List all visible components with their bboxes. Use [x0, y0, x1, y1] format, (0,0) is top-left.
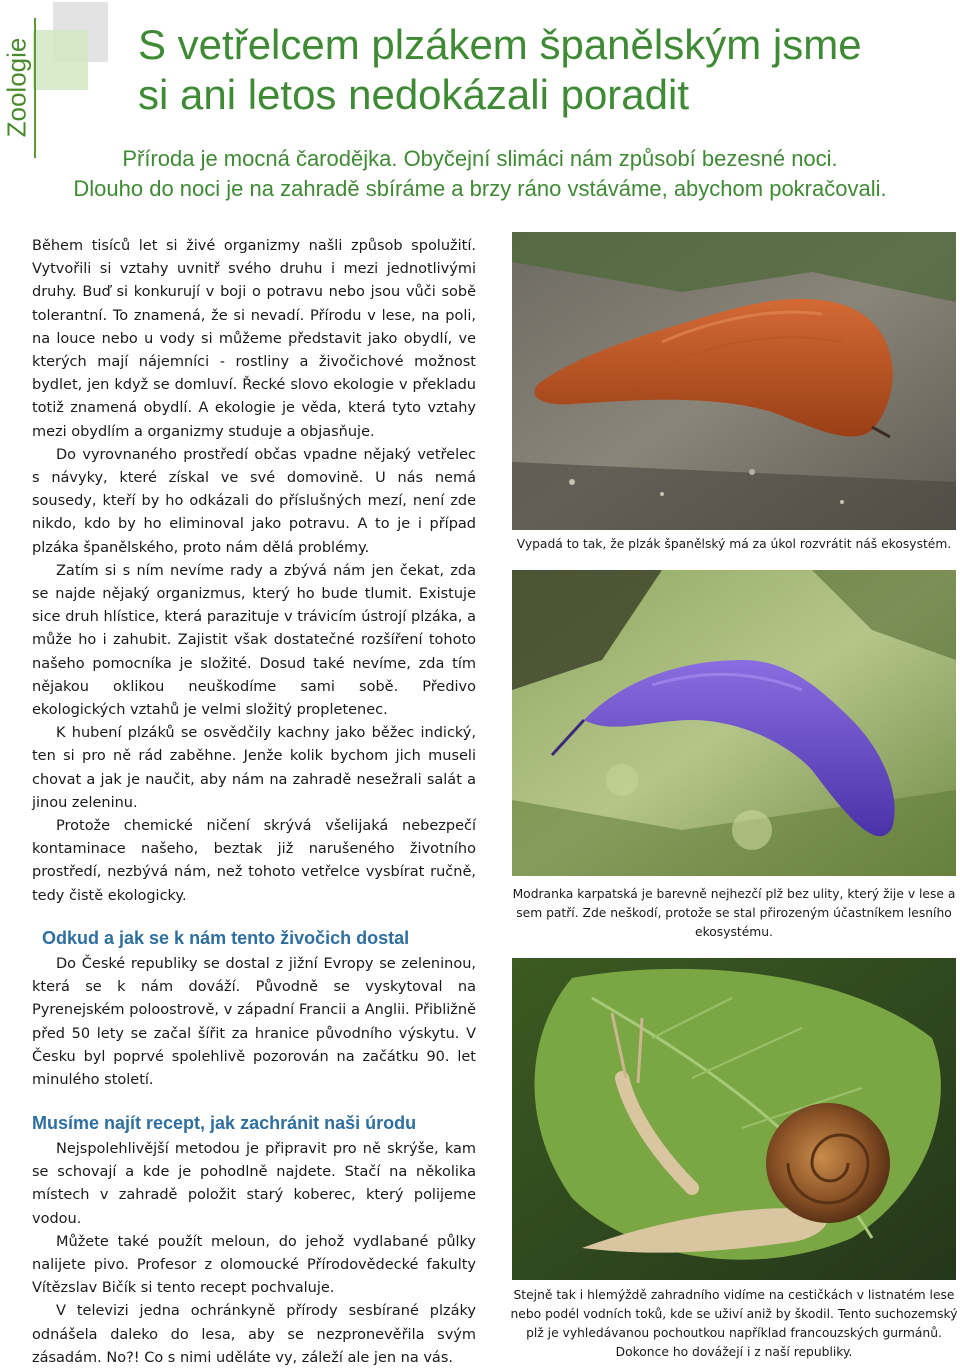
recipe-paragraph-1: Nejspolehlivější metodou je připravit pro ně skrýše, kam se schovají a kde je pohodlně najdete. Stačí na několika místech v zahradě položit starý koberec, který polijeme vodou. [32, 1141, 476, 1227]
photo-spanish-slug [512, 232, 956, 530]
recipe-paragraph-3: V televizi jedna ochránkyně přírody sesbírané plzáky odnášela daleko do lesa, aby se nezpronevěřila svým zásadám. No?! Co s nimi uděláte vy, záleží ale jen na vás. [32, 1303, 476, 1366]
decor-square-green [33, 30, 88, 90]
section-tab [0, 18, 36, 158]
intro-text-column [32, 235, 476, 908]
origin-paragraph: Do České republiky se dostal z jižní Evropy se zeleninou, která se k nám dováží. Původně se vyskytoval na Pyrenejském poloostrově, v západní Francii a Anglii. Přibližně před 50 lety se začal šířit za hranice původního výskytu. V Česku byl poprvé spolehlivě pozorován na začátku 90. let minulého století. [32, 956, 476, 1089]
intro-paragraph-2: Do vyrovnaného prostředí občas vpadne nějaký vetřelec s návyky, které získal ve své domovině. U nás nemá sousedy, kteří by ho odkázali do příslušných mezí, není zde nikdo, kdo by ho eliminoval jako potravu. A to je i případ plzáka španělského, proto nám dělá problémy. [32, 446, 476, 556]
recipe-text-column [32, 1138, 476, 1370]
heading-origin: Odkud a jak se k nám tento živočich dostal [42, 928, 410, 948]
article-title [138, 20, 938, 120]
intro-paragraph-5: Protože chemické ničení skrývá všelijaká nebezpečí kontaminace našeho, beztak již narušeného životního prostředí, nezbývá nám, než tohoto vetřelce vysbírat ručně, tedy čistě ekologicky. [32, 818, 476, 904]
lead-line-2: Dlouho do noci je na zahradě sbíráme a brzy ráno vstáváme, abychom pokračovali. [73, 176, 887, 201]
section-label: Zoologie [1, 37, 32, 138]
intro-paragraph-4: K hubení plzáků se osvědčily kachny jako běžec indický, ten si pro ně rád zaběhne. Jenže kolik bychom jich museli chovat a jak je naučit, aby nám na zahradě nesežrali salát a jinou zeleninu. [32, 725, 476, 811]
photo-carpathian-slug [512, 570, 956, 876]
photo-garden-snail [512, 958, 956, 1280]
origin-text-column [32, 953, 476, 1092]
caption-2: Modranka karpatská je barevně nejhezčí plž bez ulity, který žije v lese a sem patří. Zde neškodí, protože se stal přirozeným účastníkem lesního ekosystému. [512, 887, 956, 939]
lead-line-1: Příroda je mocná čarodějka. Obyčejní slimáci nám způsobí bezesné noci. [122, 146, 838, 171]
caption-1: Vypadá to tak, že plzák španělský má za úkol rozvrátit náš ekosystém. [516, 537, 952, 551]
intro-paragraph-3: Zatím si s ním nevíme rady a zbývá nám jen čekat, zda se najde nějaký organizmus, který ho bude tlumit. Existuje sice druh hlístice, která parazituje v trávicím ústrojí plzáka, a může ho i zahubit. Zajistit však dostatečné rozšíření tohoto našeho pomocníka je složité. Dosud také nevíme, zda tím nějakou oklikou neuškodíme sami sobě. Předivo ekologických vztahů je velmi složitý propletenec. [32, 562, 476, 719]
heading-recipe: Musíme najít recept, jak zachránit naši úrodu [32, 1113, 417, 1133]
caption-3: Stejně tak i hlemýždě zahradního vidíme na cestičkách v listnatém lese nebo podél vodních toků, kde se uživí aniž by škodil. Tento suchozemský plž je vyhledávanou pochoutkou například francouzských gurmánů. Dokonce ho dovážejí i z naší republiky. [510, 1288, 958, 1359]
title-line-2: si ani letos nedokázali poradit [138, 71, 690, 118]
intro-paragraph-1: Během tisíců let si živé organizmy našli způsob spolužití. Vytvořili si vztahy uvnitř svého druhu i mezi jednotlivými druhy. Buď si konkurují v boji o potravu nebo jsou vůči sobě tolerantní. To znamená, že si nevadí. Přírodu v lese, na poli, na louce nebo u vody si můžeme představit jako obydlí, ve kterých mají nájemníci - rostliny a živočichové možnost bydlet, jen když se domluví. Řecké slovo ekologie v překladu totiž znamená obydlí. A ekologie je věda, která tyto vztahy mezi obydlím a organizmy studuje a objasňuje. [32, 238, 476, 440]
recipe-paragraph-2: Můžete také použít meloun, do jehož vydlabané půlky nalijete pivo. Profesor z olomoucké Přírodovědecké fakulty Vítězslav Bičík si tento recept pochvaluje. [32, 1233, 476, 1297]
lead-paragraph [20, 144, 940, 204]
title-line-1: S vetřelcem plzákem španělským jsme [138, 21, 862, 68]
